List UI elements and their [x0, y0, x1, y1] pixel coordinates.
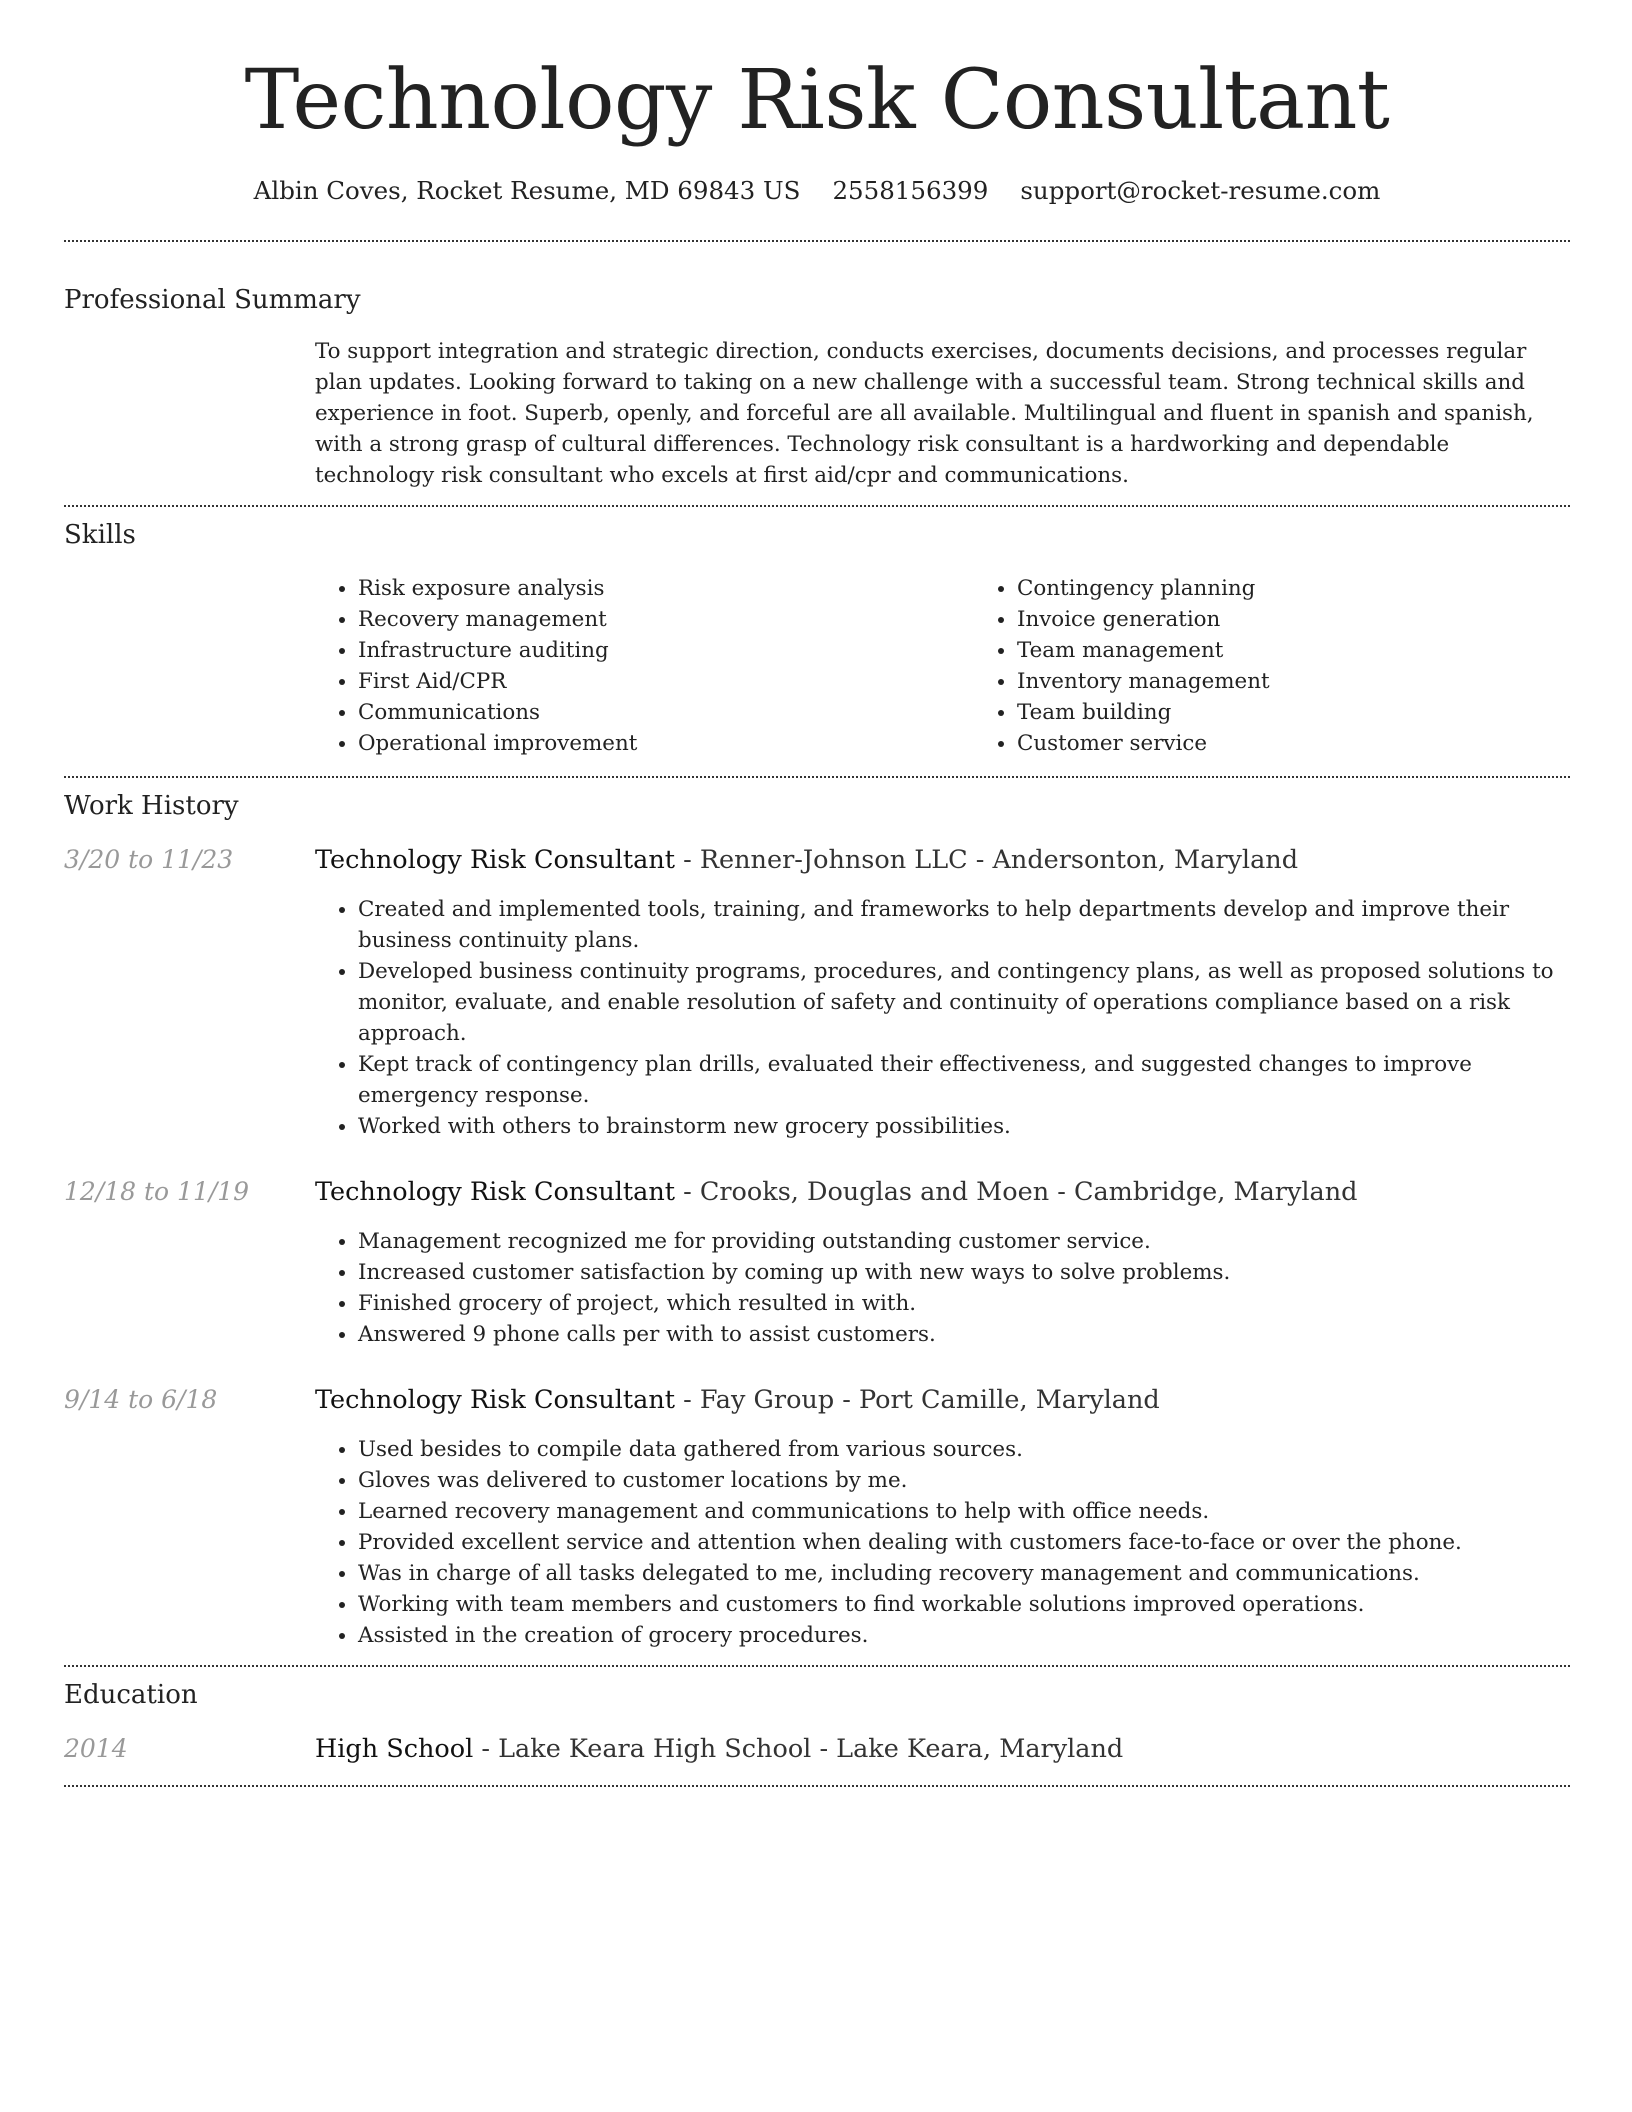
education-location: Lake Keara, Maryland	[836, 1734, 1124, 1764]
job-heading	[315, 844, 1570, 876]
summary-section	[64, 336, 1570, 491]
job-bullets	[315, 1226, 1570, 1350]
job-entry	[64, 844, 1570, 1142]
job-bullet: • Created and implemented tools, training, and frameworks to help departments develop and improve their business continuity plans.	[358, 894, 1570, 956]
skill-item: • Communications	[358, 697, 974, 728]
job-bullets	[315, 894, 1570, 1142]
job-entry	[64, 1384, 1570, 1651]
job-bullet: • Working with team members and customers to find workable solutions improved operations.	[358, 1589, 1570, 1620]
job-title: Technology Risk Consultant	[315, 845, 676, 875]
job-bullet: • Developed business continuity programs, procedures, and contingency plans, as well as proposed solutions to monitor, evaluate, and enable resolution of safety and continuity of operations compliance based on a risk approach.	[358, 956, 1570, 1049]
job-bullet: • Learned recovery management and communications to help with office needs.	[358, 1496, 1570, 1527]
summary-text: To support integration and strategic direction, conducts exercises, documents decisions, and processes regular plan updates. Looking forward to taking on a new challenge with a successful team. Strong technical skills and experience in foot. Superb, openly, and forceful are all available. Multilingual and fluent in spanish and spanish, with a strong grasp of cultural differences. Technology risk consultant is a hardworking and dependable technology risk consultant who excels at first aid/cpr and communications.	[315, 339, 1534, 488]
job-title: Technology Risk Consultant	[315, 1385, 676, 1415]
job-bullet: • Gloves was delivered to customer locations by me.	[358, 1465, 1570, 1496]
education-separator: -	[473, 1734, 499, 1764]
education-degree: High School	[315, 1734, 474, 1764]
skill-item: • Team building	[1017, 697, 1632, 728]
summary-divider	[64, 505, 1570, 507]
skill-item: • Inventory management	[1017, 666, 1632, 697]
contact-email: support@rocket-resume.com	[1020, 176, 1381, 205]
skill-item: • Infrastructure auditing	[358, 635, 974, 666]
job-location: Cambridge, Maryland	[1073, 1177, 1358, 1207]
job-entry	[64, 1176, 1570, 1350]
job-location: Andersonton, Maryland	[992, 845, 1299, 875]
job-heading	[315, 1176, 1570, 1208]
job-company: Crooks, Douglas and Moen	[699, 1177, 1050, 1207]
job-bullet: • Finished grocery of project, which resulted in with.	[358, 1288, 1570, 1319]
job-bullet: • Management recognized me for providing outstanding customer service.	[358, 1226, 1570, 1257]
skill-item: • Contingency planning	[1017, 573, 1632, 604]
skill-item: • Team management	[1017, 635, 1632, 666]
contact-address: Albin Coves, Rocket Resume, MD 69843 US	[253, 176, 801, 205]
job-separator: -	[1049, 1177, 1074, 1207]
job-separator: -	[675, 1177, 700, 1207]
job-bullet: • Provided excellent service and attention when dealing with customers face-to-face or over the phone.	[358, 1527, 1570, 1558]
skill-item: • Invoice generation	[1017, 604, 1632, 635]
job-bullet: • Worked with others to brainstorm new grocery possibilities.	[358, 1111, 1570, 1142]
education-school: Lake Keara High School	[498, 1734, 812, 1764]
job-dates: 9/14 to 6/18	[64, 1385, 218, 1414]
job-separator: -	[967, 845, 993, 875]
job-bullets	[315, 1434, 1570, 1651]
job-bullet: • Was in charge of all tasks delegated to me, including recovery management and communications.	[358, 1558, 1570, 1589]
education-divider	[64, 1785, 1570, 1787]
skill-item: • Customer service	[1017, 728, 1632, 759]
skills-divider	[64, 776, 1570, 778]
contact-phone: 2558156399	[832, 176, 989, 205]
education-year: 2014	[64, 1734, 128, 1763]
job-dates: 12/18 to 11/19	[64, 1177, 250, 1206]
header-divider	[64, 240, 1570, 242]
contact-line	[64, 176, 1570, 206]
job-title: Technology Risk Consultant	[315, 1177, 676, 1207]
work-heading: Work History	[64, 791, 239, 821]
skills-list-right	[974, 573, 1632, 759]
job-heading	[315, 1384, 1570, 1416]
work-divider	[64, 1665, 1570, 1667]
skill-item: • First Aid/CPR	[358, 666, 974, 697]
job-company: Renner-Johnson LLC	[699, 845, 968, 875]
job-company: Fay Group	[699, 1385, 835, 1415]
job-location: Port Camille, Maryland	[859, 1385, 1160, 1415]
job-bullet: • Kept track of contingency plan drills, evaluated their effectiveness, and suggested changes to improve emergency response.	[358, 1049, 1570, 1111]
skills-section	[64, 573, 1570, 759]
job-bullet: • Answered 9 phone calls per with to assist customers.	[358, 1319, 1570, 1350]
skill-item: • Recovery management	[358, 604, 974, 635]
education-entry	[64, 1733, 1570, 1765]
summary-heading: Professional Summary	[64, 285, 361, 315]
job-bullet: • Increased customer satisfaction by coming up with new ways to solve problems.	[358, 1257, 1570, 1288]
education-heading: Education	[64, 1680, 198, 1710]
job-separator: -	[834, 1385, 860, 1415]
job-bullet: • Used besides to compile data gathered from various sources.	[358, 1434, 1570, 1465]
job-separator: -	[675, 1385, 700, 1415]
skills-heading: Skills	[64, 520, 136, 550]
education-heading-line	[315, 1733, 1570, 1765]
skill-item: • Risk exposure analysis	[358, 573, 974, 604]
resume-page	[64, 0, 1570, 1787]
education-separator: -	[811, 1734, 837, 1764]
job-separator: -	[675, 845, 700, 875]
resume-name: Technology Risk Consultant	[244, 53, 1390, 148]
skills-list-left	[315, 573, 974, 759]
skill-item: • Operational improvement	[358, 728, 974, 759]
job-dates: 3/20 to 11/23	[64, 845, 234, 874]
job-bullet: • Assisted in the creation of grocery procedures.	[358, 1620, 1570, 1651]
